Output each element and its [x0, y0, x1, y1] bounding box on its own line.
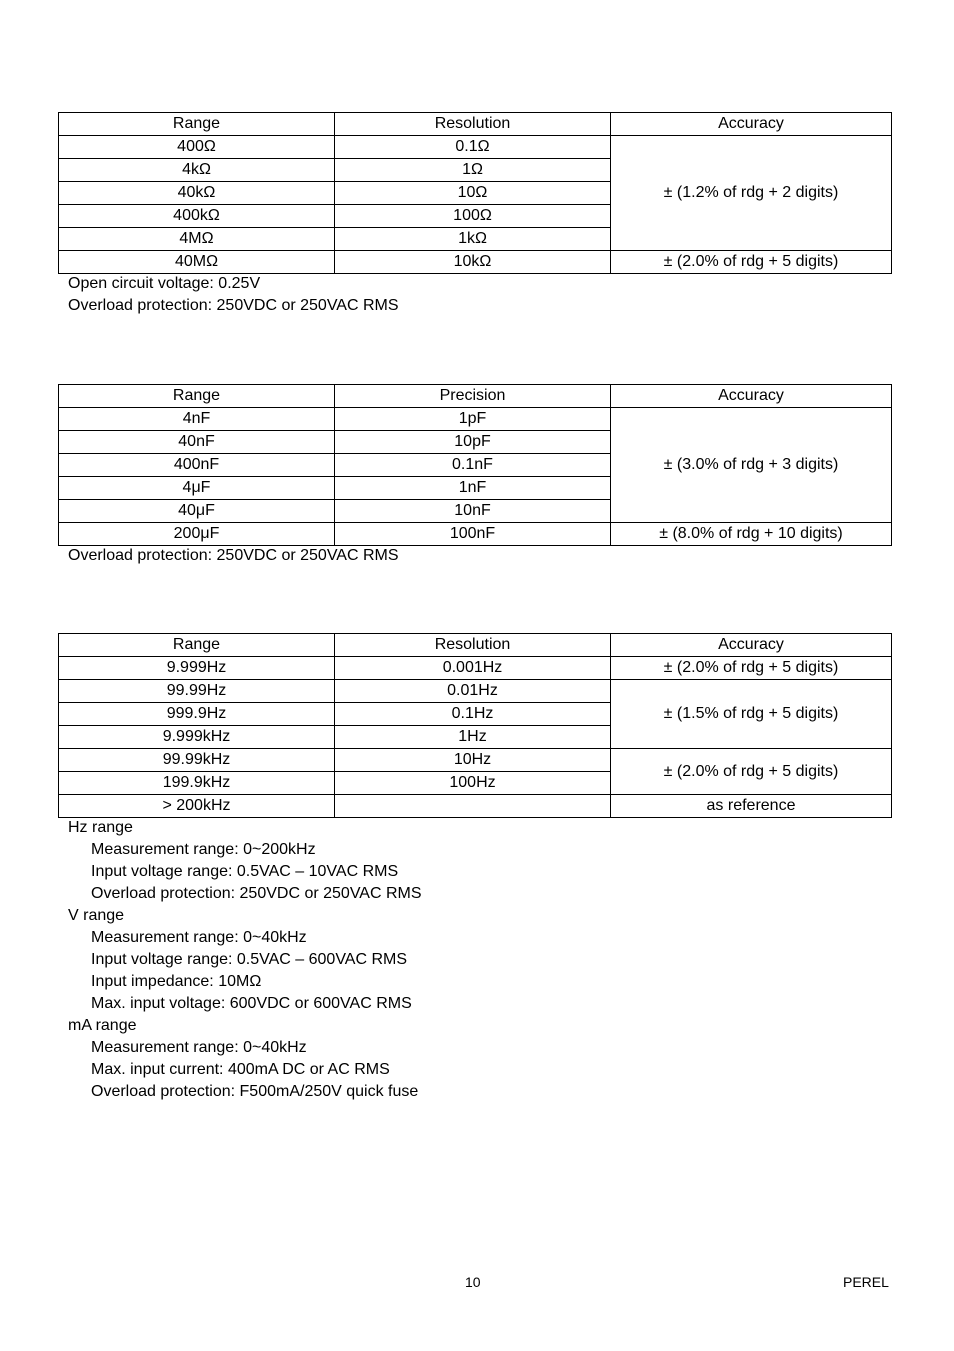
- table-row: [59, 251, 892, 274]
- resistance-notes: [68, 273, 399, 317]
- range-cell: 4μF: [59, 477, 335, 500]
- column-header: Range: [59, 634, 335, 657]
- range-cell: 4nF: [59, 408, 335, 431]
- resolution-cell: 1Hz: [335, 726, 611, 749]
- note-line: Input impedance: 10MΩ: [91, 973, 262, 990]
- resolution-cell: 0.01Hz: [335, 680, 611, 703]
- note-line: Input voltage range: 0.5VAC – 10VAC RMS: [91, 863, 399, 880]
- table-header-row: [59, 634, 892, 657]
- range-cell: 4kΩ: [59, 159, 335, 182]
- resolution-cell: 0.1Hz: [335, 703, 611, 726]
- table-row: [59, 749, 892, 772]
- resolution-cell: [335, 795, 611, 818]
- note-line: Max. input voltage: 600VDC or 600VAC RMS: [91, 995, 412, 1012]
- precision-cell: 10pF: [335, 431, 611, 454]
- column-header: Range: [59, 385, 335, 408]
- table-row: [59, 680, 892, 703]
- note-line: Overload protection: 250VDC or 250VAC RMS: [68, 297, 399, 314]
- capacitance-table: [58, 384, 892, 546]
- accuracy-cell: ± (3.0% of rdg + 3 digits): [611, 408, 892, 523]
- column-header: Resolution: [335, 634, 611, 657]
- range-cell: 199.9kHz: [59, 772, 335, 795]
- page-number: 10: [465, 1274, 481, 1290]
- table-header-row: [59, 113, 892, 136]
- note-line: Input voltage range: 0.5VAC – 600VAC RMS: [91, 951, 408, 968]
- accuracy-cell: ± (2.0% of rdg + 5 digits): [611, 657, 892, 680]
- range-cell: 99.99kHz: [59, 749, 335, 772]
- table-header-row: [59, 385, 892, 408]
- table-row: [59, 408, 892, 431]
- note-line: Overload protection: 250VDC or 250VAC RMS: [91, 885, 422, 902]
- hz-range-title: Hz range: [68, 819, 133, 836]
- range-cell: 400Ω: [59, 136, 335, 159]
- resolution-cell: 10Hz: [335, 749, 611, 772]
- v-range-title: V range: [68, 907, 125, 924]
- precision-cell: 1nF: [335, 477, 611, 500]
- accuracy-cell: ± (8.0% of rdg + 10 digits): [611, 523, 892, 546]
- precision-cell: 1pF: [335, 408, 611, 431]
- resolution-cell: 1kΩ: [335, 228, 611, 251]
- range-cell: 9.999kHz: [59, 726, 335, 749]
- range-cell: 200μF: [59, 523, 335, 546]
- table-row: [59, 136, 892, 159]
- accuracy-cell: ± (1.2% of rdg + 2 digits): [611, 136, 892, 251]
- range-cell: 400nF: [59, 454, 335, 477]
- resolution-cell: 100Ω: [335, 205, 611, 228]
- accuracy-cell: ± (2.0% of rdg + 5 digits): [611, 251, 892, 274]
- column-header: Accuracy: [611, 385, 892, 408]
- resolution-cell: 0.001Hz: [335, 657, 611, 680]
- accuracy-cell: ± (1.5% of rdg + 5 digits): [611, 680, 892, 749]
- range-cell: 40nF: [59, 431, 335, 454]
- accuracy-cell: ± (2.0% of rdg + 5 digits): [611, 749, 892, 795]
- range-cell: 40μF: [59, 500, 335, 523]
- table-row: [59, 657, 892, 680]
- note-line: Overload protection: 250VDC or 250VAC RMS: [68, 547, 399, 564]
- range-cell: 99.99Hz: [59, 680, 335, 703]
- accuracy-cell: as reference: [611, 795, 892, 818]
- column-header: Accuracy: [611, 113, 892, 136]
- precision-cell: 100nF: [335, 523, 611, 546]
- brand-name: PEREL: [843, 1274, 889, 1290]
- resolution-cell: 1Ω: [335, 159, 611, 182]
- column-header: Precision: [335, 385, 611, 408]
- frequency-notes: [68, 817, 422, 1103]
- range-cell: 4MΩ: [59, 228, 335, 251]
- precision-cell: 10nF: [335, 500, 611, 523]
- column-header: Accuracy: [611, 634, 892, 657]
- resistance-table: [58, 112, 892, 274]
- resolution-cell: 0.1Ω: [335, 136, 611, 159]
- note-line: Measurement range: 0~200kHz: [91, 841, 316, 858]
- column-header: Range: [59, 113, 335, 136]
- range-cell: 40MΩ: [59, 251, 335, 274]
- table-row: [59, 523, 892, 546]
- frequency-table: [58, 633, 892, 818]
- range-cell: 9.999Hz: [59, 657, 335, 680]
- column-header: Resolution: [335, 113, 611, 136]
- note-line: Overload protection: F500mA/250V quick fuse: [91, 1083, 419, 1100]
- note-line: Measurement range: 0~40kHz: [91, 929, 307, 946]
- precision-cell: 0.1nF: [335, 454, 611, 477]
- resolution-cell: 10kΩ: [335, 251, 611, 274]
- note-line: Max. input current: 400mA DC or AC RMS: [91, 1061, 390, 1078]
- ma-range-title: mA range: [68, 1017, 137, 1034]
- range-cell: 999.9Hz: [59, 703, 335, 726]
- range-cell: > 200kHz: [59, 795, 335, 818]
- note-line: Measurement range: 0~40kHz: [91, 1039, 307, 1056]
- range-cell: 40kΩ: [59, 182, 335, 205]
- range-cell: 400kΩ: [59, 205, 335, 228]
- capacitance-notes: [68, 545, 399, 567]
- table-row: [59, 795, 892, 818]
- resolution-cell: 100Hz: [335, 772, 611, 795]
- note-line: Open circuit voltage: 0.25V: [68, 275, 261, 292]
- resolution-cell: 10Ω: [335, 182, 611, 205]
